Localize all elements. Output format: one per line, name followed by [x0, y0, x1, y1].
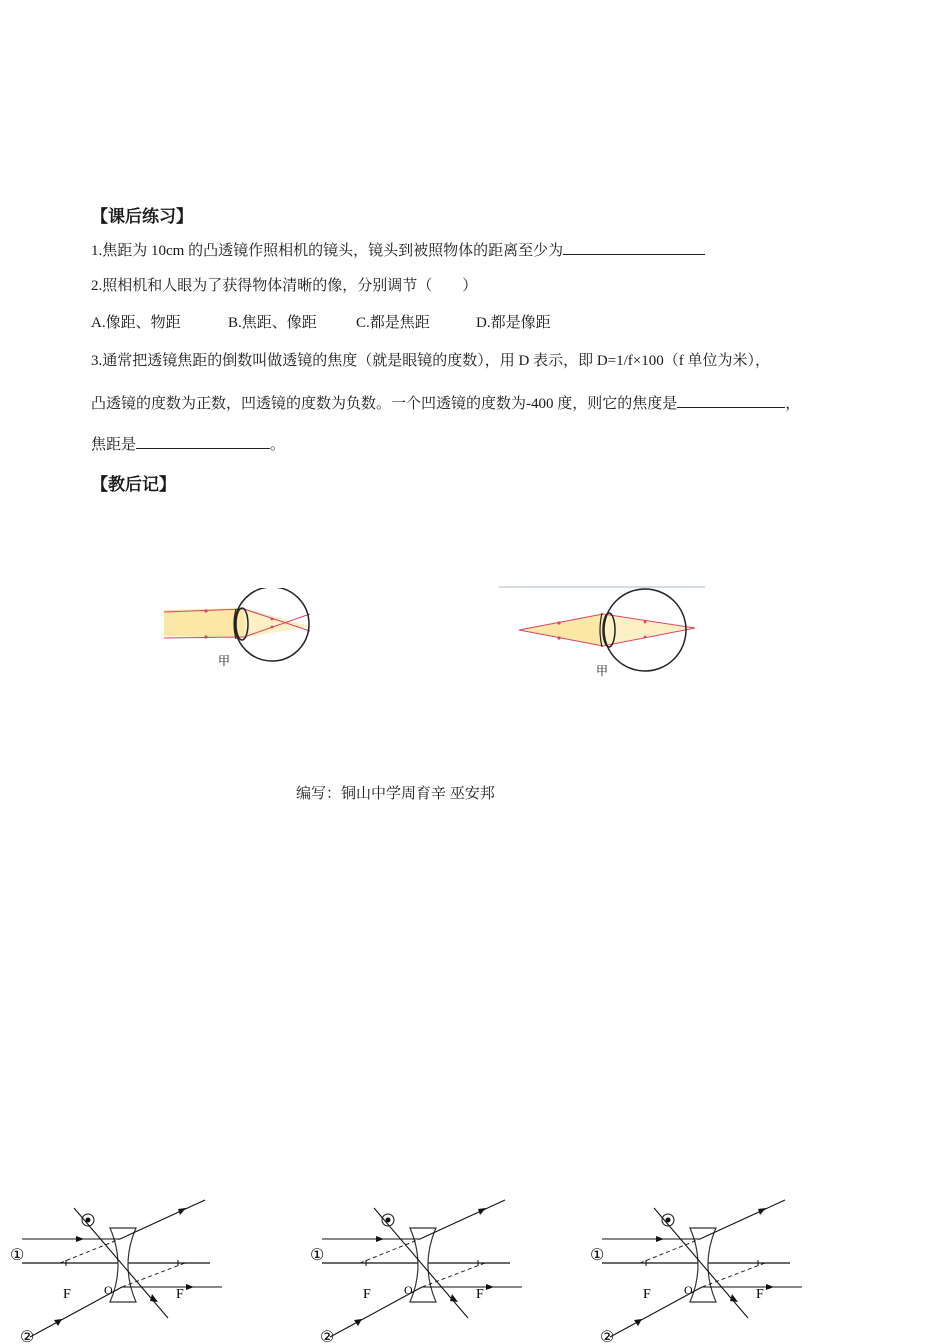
question-3-line-3-end: 。: [270, 437, 286, 453]
question-2-options: [91, 313, 551, 333]
question-3-line-1: 3.通常把透镜焦距的倒数叫做透镜的焦度（就是眼镜的度数），用 D 表示，即 D=1/f×100（f 单位为米），: [91, 353, 770, 369]
ray-1-label: ①: [10, 1247, 25, 1264]
eye-figure-right-label: 甲: [596, 664, 609, 678]
question-3-line-3: [91, 434, 285, 455]
option-c[interactable]: C.都是焦距: [356, 315, 430, 331]
light-beam: [519, 614, 603, 646]
lens-diagram-1: [10, 1200, 222, 1344]
question-3-line-2: [91, 393, 800, 414]
question-3-line-2-end: ，: [785, 396, 801, 412]
question-2-text: 2.照相机和人眼为了获得物体清晰的像，分别调节（ ）: [91, 278, 478, 294]
focus-right-label: F: [756, 1287, 764, 1302]
ray-2-label: ②: [20, 1329, 35, 1344]
answer-blank-3b[interactable]: [136, 434, 270, 449]
question-1: [91, 240, 705, 261]
ray-1-label: ①: [590, 1247, 605, 1264]
notes-heading: 【教后记】: [91, 475, 176, 495]
eye-figure-left: [160, 588, 320, 678]
lens-diagram-2: [310, 1200, 522, 1344]
author-credit: 编写：铜山中学周育辛 巫安邦: [296, 786, 495, 802]
light-beam: [164, 608, 244, 638]
ray-2-label: ②: [600, 1329, 615, 1344]
answer-blank-1[interactable]: [563, 240, 705, 255]
optical-center-label: O: [104, 1283, 113, 1297]
question-1-text: 1.焦距为 10cm 的凸透镜作照相机的镜头，镜头到被照物体的距离至少为: [91, 243, 564, 259]
focus-right-label: F: [176, 1287, 184, 1302]
question-3-line-2-text: 凸透镜的度数为正数，凹透镜的度数为负数。一个凹透镜的度数为-400 度，则它的焦度是: [91, 396, 678, 412]
lens-diagram-row: [0, 1190, 950, 1344]
option-a[interactable]: A.像距、物距: [91, 315, 181, 331]
refracted-beam: [603, 614, 695, 646]
eye-figure-left-label: 甲: [218, 654, 231, 668]
optical-center-label: O: [404, 1283, 413, 1297]
focus-left-label: F: [363, 1287, 371, 1302]
option-d[interactable]: D.都是像距: [476, 315, 551, 331]
ray-2-label: ②: [320, 1329, 335, 1344]
exercise-heading: 【课后练习】: [91, 207, 193, 227]
answer-blank-3a[interactable]: [677, 393, 785, 408]
focus-left-label: F: [63, 1287, 71, 1302]
question-3-line-3-text: 焦距是: [91, 437, 137, 453]
focus-left-label: F: [643, 1287, 651, 1302]
lens-diagram-3: [590, 1200, 802, 1344]
optical-center-label: O: [684, 1283, 693, 1297]
focus-right-label: F: [476, 1287, 484, 1302]
ray-1-label: ①: [310, 1247, 325, 1264]
option-b[interactable]: B.焦距、像距: [228, 315, 317, 331]
